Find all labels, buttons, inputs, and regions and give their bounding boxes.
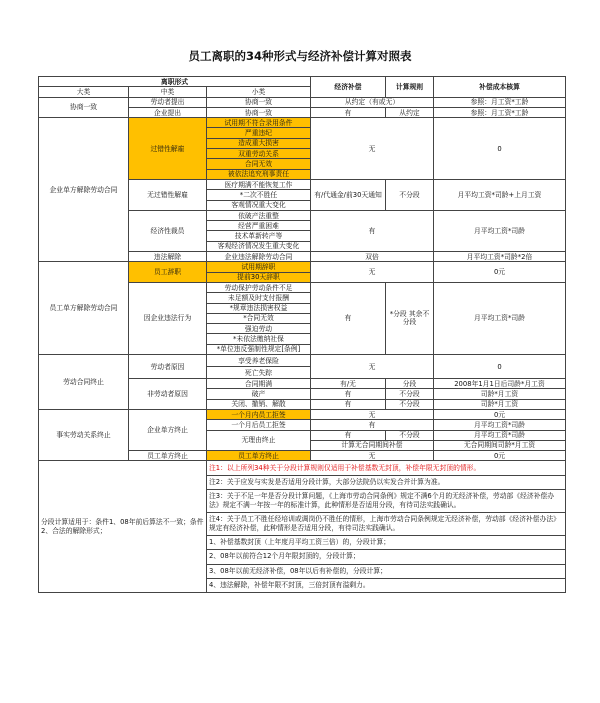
note-3: 注3：关于不足一年是否分段计算问题，《上海市劳动合同条例》规定不满6个月的无经济补偿，劳动部《经济补偿办法》规定不满一年按一年的标准计算，此种情形是否适用分段，有待司法实践确认。 <box>207 489 566 512</box>
table-cell: 无 <box>311 409 434 419</box>
table-cell: 无过错性解雇 <box>129 179 207 210</box>
table-cell: 违法解除 <box>129 252 207 262</box>
table-cell: 客观情况重大变化 <box>207 200 311 210</box>
table-cell: 有 <box>311 389 386 399</box>
table-cell: *合同无效 <box>207 313 311 323</box>
section-qiye-jiechu: 企业单方解除劳动合同 <box>39 118 129 262</box>
table-cell: 有/无 <box>311 379 386 389</box>
table-cell: 无理由终止 <box>207 430 311 451</box>
table-cell: 无 <box>311 451 434 461</box>
table-cell: *分段 其余不分段 <box>386 282 434 354</box>
table-cell: 有 <box>311 399 386 409</box>
table-cell: 0 <box>434 118 566 180</box>
table-cell: 有/代通金/前30天通知 <box>311 179 386 210</box>
table-cell: 司龄*月工资 <box>434 389 566 399</box>
table-cell: 造成重大损害 <box>207 138 311 148</box>
table-cell: 强迫劳动 <box>207 324 311 334</box>
table-cell: 医疗期满不能恢复工作 <box>207 179 311 189</box>
table-cell: 劳动保护劳动条件不足 <box>207 282 311 292</box>
table-cell: 试用期辞职 <box>207 262 311 272</box>
table-cell: 经济性裁员 <box>129 210 207 251</box>
table-cell: 提前30天辞职 <box>207 272 311 282</box>
table-cell: 破产 <box>207 389 311 399</box>
table-cell: 有 <box>311 107 386 117</box>
table-cell: 不分段 <box>386 389 434 399</box>
section-xieshang: 协商一致 <box>39 97 129 118</box>
table-cell: 经营严重困难 <box>207 221 311 231</box>
table-cell: 月平均工资*司龄*2倍 <box>434 252 566 262</box>
table-cell: 一个月后员工拒签 <box>207 420 311 430</box>
section-shishi-zhongzhi: 事实劳动关系终止 <box>39 409 129 460</box>
table-cell: 协商一致 <box>207 107 311 117</box>
table-cell: 0元 <box>434 451 566 461</box>
table-cell: 被依法追究刑事责任 <box>207 169 311 179</box>
table-cell: 严重违纪 <box>207 128 311 138</box>
table-cell: 协商一致 <box>207 97 311 107</box>
header-da: 大类 <box>39 87 129 97</box>
table-cell: 劳动者原因 <box>129 355 207 379</box>
table-cell: 不分段 <box>386 179 434 210</box>
table-cell: 企业违法解除劳动合同 <box>207 252 311 262</box>
table-cell: 过错性解雇 <box>129 118 207 180</box>
table-cell: 计算无合同期间补偿 <box>311 440 434 450</box>
note-list-3: 3、08年以前无经济补偿，08年以后有补偿的，分段计算； <box>207 564 566 578</box>
table-cell: *未依法缴纳社保 <box>207 334 311 344</box>
table-cell: 享受养老保险 <box>207 355 311 367</box>
table-cell: 合同期满 <box>207 379 311 389</box>
note-4: 注4：关于员工不胜任经培训或调岗仍不胜任的情形，上海市劳动合同条例规定无经济补偿，劳动部《经济补偿办法》规定有经济补偿，此种情形是否适用分段，有待司法实践确认。 <box>207 512 566 535</box>
header-compensation: 经济补偿 <box>311 77 386 98</box>
table-cell: 有 <box>311 420 434 430</box>
table-cell: 员工单方终止 <box>129 451 207 461</box>
table-cell: 企业提出 <box>129 107 207 117</box>
table-cell: 分段 <box>386 379 434 389</box>
table-cell: *二次不胜任 <box>207 190 311 200</box>
table-cell: 2008年1月1日后司龄*月工资 <box>434 379 566 389</box>
table-cell: 参照：月工资*工龄 <box>434 107 566 117</box>
table-cell: 月平均工资*司龄 <box>434 210 566 251</box>
table-cell: 0 <box>434 355 566 379</box>
table-cell: 一个月内员工拒签 <box>207 409 311 419</box>
table-cell: 有 <box>311 430 386 440</box>
header-zhong: 中类 <box>129 87 207 97</box>
table-cell: 试用期不符合录用条件 <box>207 118 311 128</box>
table-cell: 双重劳动关系 <box>207 149 311 159</box>
table-cell: *单位违反强制性规定[条例] <box>207 344 311 354</box>
table-cell: 无合同期间司龄*月工资 <box>434 440 566 450</box>
table-cell: 非劳动者原因 <box>129 379 207 410</box>
table-cell: 企业单方终止 <box>129 409 207 450</box>
table-cell: 从约定（有或无） <box>311 97 434 107</box>
table-cell: 不分段 <box>386 399 434 409</box>
table-cell: 0元 <box>434 262 566 283</box>
note-list-1: 1、补偿基数封顶（上年度月平均工资三倍）的，分段计算； <box>207 535 566 549</box>
note-fenduan: 分段计算适用于：条件1、08年前后算法不一致；条件2、合法的解除形式； <box>39 461 207 593</box>
table-cell: 关闭、撤销、解散 <box>207 399 311 409</box>
table-cell: 司龄*月工资 <box>434 399 566 409</box>
table-cell: 月平均工资*司龄 <box>434 420 566 430</box>
compensation-table <box>38 76 566 593</box>
note-1: 注1：以上所列34种关于分段计算规则仅适用于补偿基数无封顶，补偿年限无封顶的情形。 <box>207 461 566 475</box>
table-cell: 双倍 <box>311 252 434 262</box>
table-cell: 员工辞职 <box>129 262 207 283</box>
table-cell: 不分段 <box>386 430 434 440</box>
header-rule: 计算规则 <box>386 77 434 98</box>
page-title: 员工离职的34种形式与经济补偿计算对照表 <box>188 49 412 63</box>
header-cost: 补偿成本核算 <box>434 77 566 98</box>
table-cell: 月平均工资*司龄 <box>434 430 566 440</box>
table-cell: 无 <box>311 355 434 379</box>
table-cell: 有 <box>311 282 386 354</box>
table-cell: 未足额及时支付报酬 <box>207 293 311 303</box>
table-cell: 有 <box>311 210 434 251</box>
header-xiao: 小类 <box>207 87 311 97</box>
table-cell: 技术革新转产等 <box>207 231 311 241</box>
note-list-4: 4、违法解除，补偿年限不封顶，三倍封顶有溢剩力。 <box>207 578 566 592</box>
table-cell: 员工单方终止 <box>207 451 311 461</box>
note-list-2: 2、08年以前符合12个月年限封顶的，分段计算； <box>207 550 566 564</box>
table-cell: 0元 <box>434 409 566 419</box>
table-cell: 参照：月工资*工龄 <box>434 97 566 107</box>
header-lizhi: 离职形式 <box>39 77 311 87</box>
table-cell: 劳动者提出 <box>129 97 207 107</box>
section-yuangong-jiechu: 员工单方解除劳动合同 <box>39 262 129 355</box>
table-cell: 因企业违法行为 <box>129 282 207 354</box>
table-cell: 无 <box>311 118 434 180</box>
table-cell: 无 <box>311 262 434 283</box>
section-hetong-zhongzhi: 劳动合同终止 <box>39 355 129 410</box>
table-cell: 合同无效 <box>207 159 311 169</box>
table-cell: 月平均工资*司龄+上月工资 <box>434 179 566 210</box>
table-cell: 死亡失踪 <box>207 367 311 379</box>
table-cell: 月平均工资*司龄 <box>434 282 566 354</box>
table-cell: 从约定 <box>386 107 434 117</box>
note-2: 注2：关于应发与实发是否适用分段计算，大部分法院仍以实发合并计算为准。 <box>207 475 566 489</box>
table-cell: 客观经济情况发生重大变化 <box>207 241 311 251</box>
table-cell: *规章违法损害权益 <box>207 303 311 313</box>
table-cell: 依破产法重整 <box>207 210 311 220</box>
